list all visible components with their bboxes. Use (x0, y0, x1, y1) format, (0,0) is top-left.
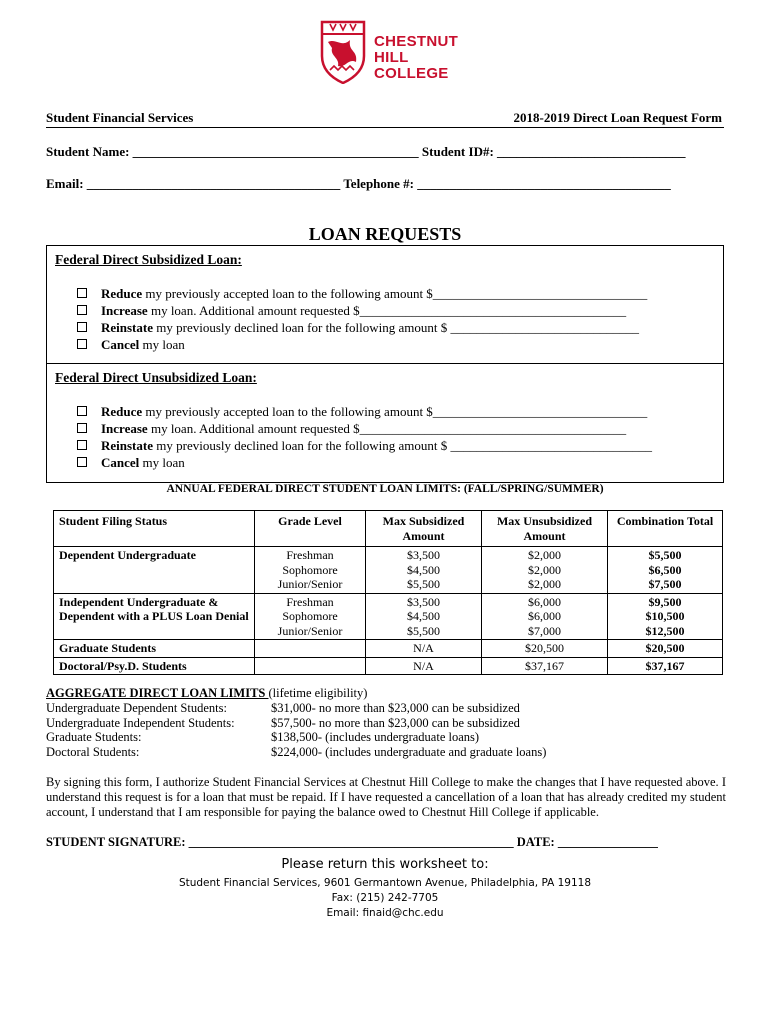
logo-line-2: HILL (374, 49, 409, 66)
grade-cell (255, 640, 366, 658)
unsubsidized-heading: Federal Direct Unsubsidized Loan: (55, 370, 257, 385)
status-cell: Independent Undergraduate & Dependent with a PLUS Loan Denial (54, 593, 255, 640)
limits-title: ANNUAL FEDERAL DIRECT STUDENT LOAN LIMITS: (FALL/SPRING/SUMMER) (166, 483, 604, 495)
return-fax: Fax: (215) 242-7705 (331, 892, 439, 904)
aggregate-note: (lifetime eligibility) (268, 686, 368, 700)
sub-cell: N/A (366, 640, 482, 658)
return-heading: Please return this worksheet to: (281, 857, 489, 872)
table-row (54, 640, 723, 658)
table-header-row (54, 511, 723, 547)
aggregate-row: Doctoral Students: $224,000- (includes undergraduate and graduate loans) (46, 745, 547, 760)
checkbox-icon[interactable] (77, 423, 87, 433)
sub-cell: $3,500 $4,500 $5,500 (366, 547, 482, 594)
unsubsidized-loan-box (46, 363, 724, 483)
subsidized-heading: Federal Direct Subsidized Loan: (55, 252, 242, 267)
checkbox-icon[interactable] (77, 440, 87, 450)
sub-cell: $3,500 $4,500 $5,500 (366, 593, 482, 640)
aggregate-limits (46, 686, 546, 760)
checkbox-icon[interactable] (77, 305, 87, 315)
email-telephone-field[interactable]: Email: _______________________________________ Telephone #: _______________________________________ (46, 176, 671, 191)
total-cell: $5,500 $6,500 $7,500 (608, 547, 723, 594)
subsidized-cancel-option[interactable]: Cancel my loan (77, 337, 185, 353)
status-cell: Graduate Students (54, 640, 255, 658)
checkbox-icon[interactable] (77, 339, 87, 349)
grade-cell: Freshman Sophomore Junior/Senior (255, 547, 366, 594)
total-cell: $37,167 (608, 657, 723, 675)
aggregate-row: Undergraduate Independent Students: $57,500- no more than $23,000 can be subsidized (46, 715, 520, 730)
unsub-cell: $6,000 $6,000 $7,000 (482, 593, 608, 640)
subsidized-loan-box (46, 245, 724, 364)
subsidized-reinstate-option[interactable]: Reinstate my previously declined loan for the following amount $ _____________________________ (77, 320, 639, 336)
checkbox-icon[interactable] (77, 406, 87, 416)
form-header (46, 110, 724, 128)
department-name: Student Financial Services (46, 110, 194, 125)
return-email[interactable]: Email: finaid@chc.edu (326, 907, 444, 919)
logo-line-1: CHESTNUT (374, 33, 459, 50)
unsubsidized-reinstate-option[interactable]: Reinstate my previously declined loan for the following amount $ _______________________________ (77, 438, 652, 454)
checkbox-icon[interactable] (77, 322, 87, 332)
unsub-cell: $2,000 $2,000 $2,000 (482, 547, 608, 594)
checkbox-icon[interactable] (77, 288, 87, 298)
form-title: 2018-2019 Direct Loan Request Form (513, 110, 722, 125)
authorization-text: By signing this form, I authorize Student Financial Services at Chestnut Hill College to make the changes that I have requested above. I understand this request is for a loan that must be repaid. If I have requested a cancellation of a loan that has already credited my student account, I understand that I am responsible for paying the balance owed to Chestnut Hill College if applicable. (46, 775, 726, 819)
unsub-cell: $37,167 (482, 657, 608, 675)
grade-cell: Freshman Sophomore Junior/Senior (255, 593, 366, 640)
aggregate-title: AGGREGATE DIRECT LOAN LIMITS (46, 686, 269, 700)
table-row (54, 547, 723, 594)
total-cell: $9,500 $10,500 $12,500 (608, 593, 723, 640)
aggregate-row: Undergraduate Dependent Students: $31,000- no more than $23,000 can be subsidized (46, 700, 520, 715)
table-row (54, 657, 723, 675)
aggregate-row: Graduate Students: $138,500- (includes undergraduate loans) (46, 730, 480, 745)
status-cell: Doctoral/Psy.D. Students (54, 657, 255, 675)
grade-cell (255, 657, 366, 675)
column-header: Max Unsubsidized Amount (482, 511, 608, 547)
logo-line-3: COLLEGE (374, 65, 449, 82)
student-name-id-field[interactable]: Student Name: ____________________________________________ Student ID#: _____________________________ (46, 144, 686, 159)
unsub-cell: $20,500 (482, 640, 608, 658)
college-logo (318, 20, 458, 86)
unsubsidized-reduce-option[interactable]: Reduce my previously accepted loan to the following amount $_________________________________ (77, 404, 647, 420)
column-header: Combination Total (608, 511, 723, 547)
subsidized-increase-option[interactable]: Increase my loan. Additional amount requested $_________________________________________ (77, 303, 626, 319)
table-row (54, 593, 723, 640)
unsubsidized-increase-option[interactable]: Increase my loan. Additional amount requested $_________________________________________ (77, 421, 626, 437)
checkbox-icon[interactable] (77, 457, 87, 467)
return-address: Student Financial Services, 9601 Germantown Avenue, Philadelphia, PA 19118 (178, 877, 592, 889)
column-header: Student Filing Status (54, 511, 255, 547)
subsidized-reduce-option[interactable]: Reduce my previously accepted loan to the following amount $_________________________________ (77, 286, 647, 302)
page-title: LOAN REQUESTS (308, 224, 462, 244)
column-header: Grade Level (255, 511, 366, 547)
column-header: Max Subsidized Amount (366, 511, 482, 547)
status-cell: Dependent Undergraduate (54, 547, 255, 594)
loan-limits-table (53, 510, 723, 675)
total-cell: $20,500 (608, 640, 723, 658)
signature-date-field[interactable]: STUDENT SIGNATURE: ____________________________________________________ DATE: ________________ (46, 835, 658, 849)
unsubsidized-cancel-option[interactable]: Cancel my loan (77, 455, 185, 471)
crest-icon (318, 20, 368, 84)
sub-cell: N/A (366, 657, 482, 675)
